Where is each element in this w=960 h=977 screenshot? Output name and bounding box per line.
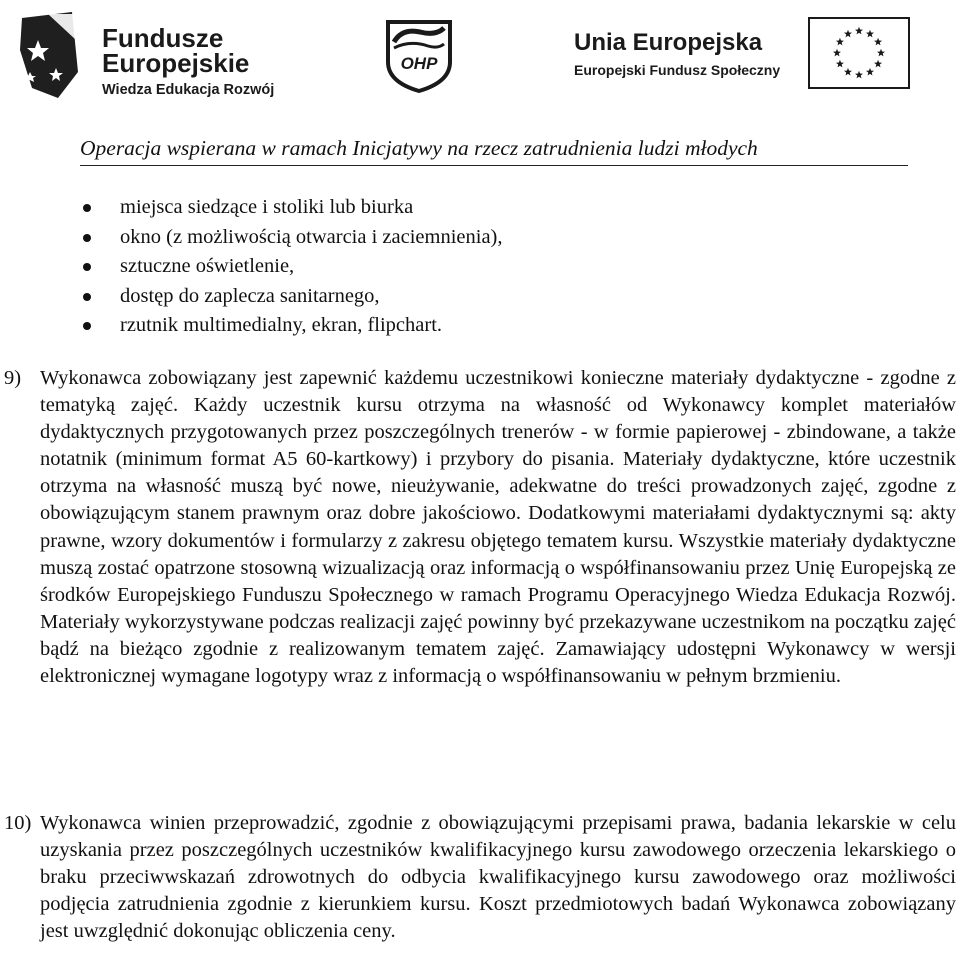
operation-header	[80, 134, 908, 166]
equipment-list	[80, 193, 940, 341]
list-item: sztuczne oświetlenie,	[80, 252, 940, 282]
list-item: okno (z możliwością otwarcia i zaciemnienia),	[80, 223, 940, 253]
eu-text-block	[574, 29, 780, 81]
fundusze-line2: Europejskie	[102, 48, 250, 78]
fundusze-europejskie-logo	[18, 10, 278, 105]
paragraph-number: 10)	[4, 812, 32, 834]
eu-title: Unia Europejska	[574, 29, 763, 56]
eu-flag-icon	[808, 17, 910, 89]
paragraph-number: 9)	[4, 367, 22, 389]
list-item: rzutnik multimedialny, ekran, flipchart.	[80, 311, 940, 341]
fundusze-text-block	[102, 23, 275, 101]
eu-subtitle: Europejski Fundusz Społeczny	[574, 62, 781, 78]
ohp-label: OHP	[400, 54, 438, 73]
fundusze-subtitle: Wiedza Edukacja Rozwój	[102, 82, 275, 98]
paragraph-text: Wykonawca zobowiązany jest zapewnić każdemu uczestnikowi konieczne materiały dydaktyczne - zgodne z tematyką zajęć. Każdy uczestnik kursu otrzyma na własność od Wykonawcy komplet materiałów dydaktycznych przygotowanych przez poszczególnych trenerów - w formie papierowej - zbindowane, a także notatnik (minimum format A5 60-kartkowy) i przybory do pisania. Materiały dydaktyczne, które uczestnik otrzyma na własność muszą być nowe, nieużywanie, adekwatne do treści prowadzonych zajęć, zgodne z obowiązującym stanem prawnym oraz dobre jakościowo. Dodatkowymi materiałami dydaktycznymi są: akty prawne, wzory dokumentów i formularzy z zakresu objętego tematem kursu. Wszystkie materiały dydaktyczne muszą zostać opatrzone stosowną wizualizacją oraz informacją o współfinansowaniu przez Unię Europejską ze środków Europejskiego Funduszu Społecznego w ramach Programu Operacyjnego Wiedza Edukacja Rozwój. Materiały wykorzystywane podczas realizacji zajęć powinny być przekazywane uczestnikom na początku zajęć bądź na bieżąco zgodnie z realizowanym tematem zajęć. Zamawiający udostępni Wykonawcy w wersji elektronicznej wymagane logotypy wraz z informacją o współfinansowaniu w pełnym brzmieniu.	[40, 367, 956, 688]
ohp-logo	[380, 16, 458, 94]
paragraph-text: Wykonawca winien przeprowadzić, zgodnie z obowiązującymi przepisami prawa, badania lekarskie w celu uzyskania przez poszczególnych uczestników kwalifikacyjnego kursu zawodowego orzeczenia lekarskiego o braku przeciwwskazań zdrowotnych do odbycia kwalifikacyjnego kursu zawodowego oraz możliwości podjęcia zatrudnienia zgodnie z kierunkiem kursu. Koszt przedmiotowych badań Wykonawca zobowiązany jest uwzględnić dokonując obliczenia ceny.	[40, 812, 956, 943]
fundusze-line1: Fundusze	[102, 23, 224, 53]
logo-bar	[0, 0, 960, 112]
list-item: dostęp do zaplecza sanitarnego,	[80, 282, 940, 312]
fundusze-star-emblem-icon	[18, 10, 82, 102]
list-item: miejsca siedzące i stoliki lub biurka	[80, 193, 940, 223]
operation-header-text: Operacja wspierana w ramach Inicjatywy na rzecz zatrudnienia ludzi młodych	[80, 136, 758, 160]
